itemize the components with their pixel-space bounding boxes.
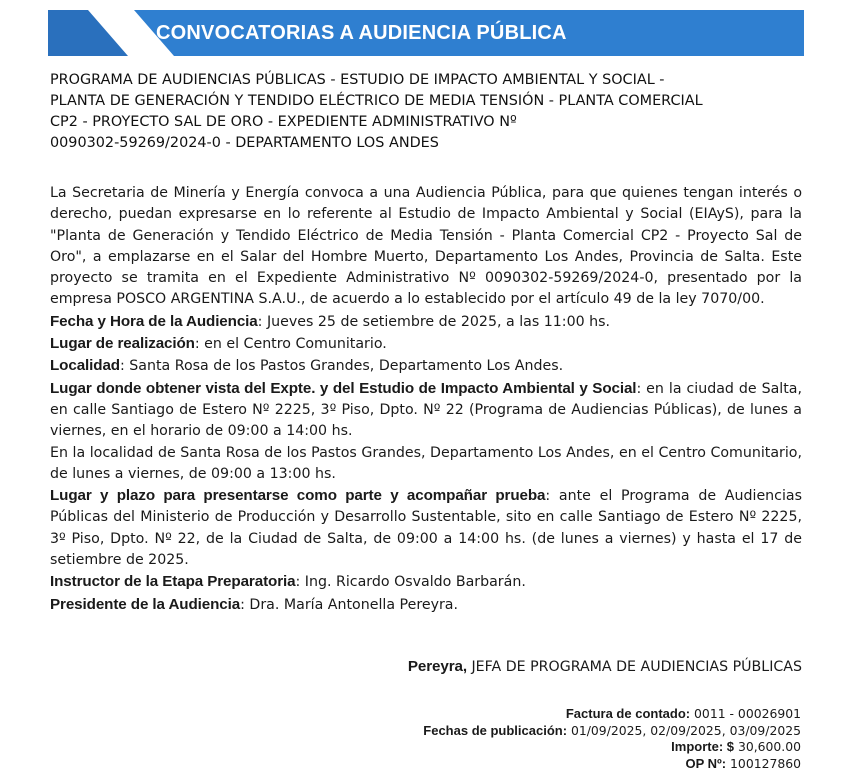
heading-line-4: 0090302-59269/2024-0 - DEPARTAMENTO LOS ANDES xyxy=(50,135,439,151)
plazo-label: Lugar y plazo para presentarse como parte y acompañar prueba xyxy=(50,487,546,505)
presidente-label: Presidente de la Audiencia xyxy=(50,595,241,613)
presidente-value: : Dra. María Antonella Pereyra. xyxy=(240,596,459,613)
plazo-value: : ante el Programa de Audiencias Públicas del Ministerio de Producción y Desarrollo Sustentable, sito en calle Santiago de Estero Nº 2225, 3º Piso, Dpto. Nº 22, de la Ciudad de Salta, de 09:00 a 14:00 hs. (de lunes a viernes) y hasta el 17 de setiembre de 2025. xyxy=(50,488,802,569)
notice-body xyxy=(50,183,802,616)
heading-line-2: PLANTA DE GENERACIÓN Y TENDIDO ELÉCTRICO DE MEDIA TENSIÓN - PLANTA COMERCIAL xyxy=(50,93,703,109)
lugar-paragraph xyxy=(50,333,802,355)
op-value: 100127860 xyxy=(726,755,801,771)
signature-name: Pereyra, xyxy=(407,658,467,675)
fechas-label: Fechas de publicación: xyxy=(423,722,568,738)
vista-label: Lugar donde obtener vista del Expte. y del Estudio de Impacto Ambiental y Social xyxy=(50,379,637,397)
vista-extra-paragraph: En la localidad de Santa Rosa de los Pastos Grandes, Departamento Los Andes, en el Centro Comunitario, de lunes a viernes, de 09:00 a 13:00 hs. xyxy=(50,444,802,482)
localidad-label: Localidad xyxy=(50,357,120,375)
localidad-paragraph xyxy=(50,355,802,377)
heading-line-1: PROGRAMA DE AUDIENCIAS PÚBLICAS - ESTUDIO DE IMPACTO AMBIENTAL Y SOCIAL - xyxy=(50,72,665,88)
localidad-value: : Santa Rosa de los Pastos Grandes, Departamento Los Andes. xyxy=(120,358,564,375)
instructor-value: : Ing. Ricardo Osvaldo Barbarán. xyxy=(295,574,526,591)
fechas-value: 01/09/2025, 02/09/2025, 03/09/2025 xyxy=(567,722,801,738)
fechas-row xyxy=(423,723,801,740)
fecha-value: : Jueves 25 de setiembre de 2025, a las 11:00 hs. xyxy=(257,313,611,330)
op-label: OP Nº: xyxy=(685,755,727,771)
signature-title: JEFA DE PROGRAMA DE AUDIENCIAS PÚBLICAS xyxy=(466,659,802,675)
presidente-paragraph xyxy=(50,594,802,616)
factura-row xyxy=(423,706,801,723)
vista-value: : en la ciudad de Salta, en calle Santiago de Estero Nº 2225, 3º Piso, Dpto. Nº 22 (Programa de Audiencias Públicas), de lunes a viernes, en el horario de 09:00 a 14:00 hs. xyxy=(50,380,802,440)
plazo-paragraph xyxy=(50,485,802,571)
instructor-label: Instructor de la Etapa Preparatoria xyxy=(50,573,296,591)
heading-line-3: CP2 - PROYECTO SAL DE ORO - EXPEDIENTE ADMINISTRATIVO Nº xyxy=(50,114,517,130)
factura-value: 0011 - 00026901 xyxy=(690,706,801,721)
lugar-value: : en el Centro Comunitario. xyxy=(194,336,387,353)
fecha-label: Fecha y Hora de la Audiencia xyxy=(50,312,258,330)
section-banner xyxy=(48,10,804,56)
billing-info xyxy=(423,706,801,772)
importe-row xyxy=(423,739,801,756)
notice-heading xyxy=(50,70,810,154)
signature-line xyxy=(408,656,802,678)
importe-value: 30,600.00 xyxy=(734,739,801,754)
importe-label: Importe: $ xyxy=(671,739,734,754)
op-row xyxy=(423,756,801,773)
factura-label: Factura de contado: xyxy=(565,706,691,721)
banner-title: CONVOCATORIAS A AUDIENCIA PÚBLICA xyxy=(156,22,567,44)
intro-paragraph: La Secretaria de Minería y Energía convoca a una Audiencia Pública, para que quienes tengan interés o derecho, puedan expresarse en lo referente al Estudio de Impacto Ambiental y Social (EIAyS), para la "Planta de Generación y Tendido Eléctrico de Media Tensión - Planta Comercial CP2 - Proyecto Sal de Oro", a emplazarse en el Salar del Hombre Muerto, Departamento Los Andes, Provincia de Salta. Este proyecto se tramita en el Expediente Administrativo Nº 0090302-59269/2024-0, presentado por la empresa POSCO ARGENTINA S.A.U., de acuerdo a lo establecido por el artículo 49 de la ley 7070/00. xyxy=(50,185,802,308)
vista-paragraph xyxy=(50,378,802,443)
instructor-paragraph xyxy=(50,571,802,593)
fecha-paragraph xyxy=(50,311,802,333)
lugar-label: Lugar de realización xyxy=(50,335,195,353)
